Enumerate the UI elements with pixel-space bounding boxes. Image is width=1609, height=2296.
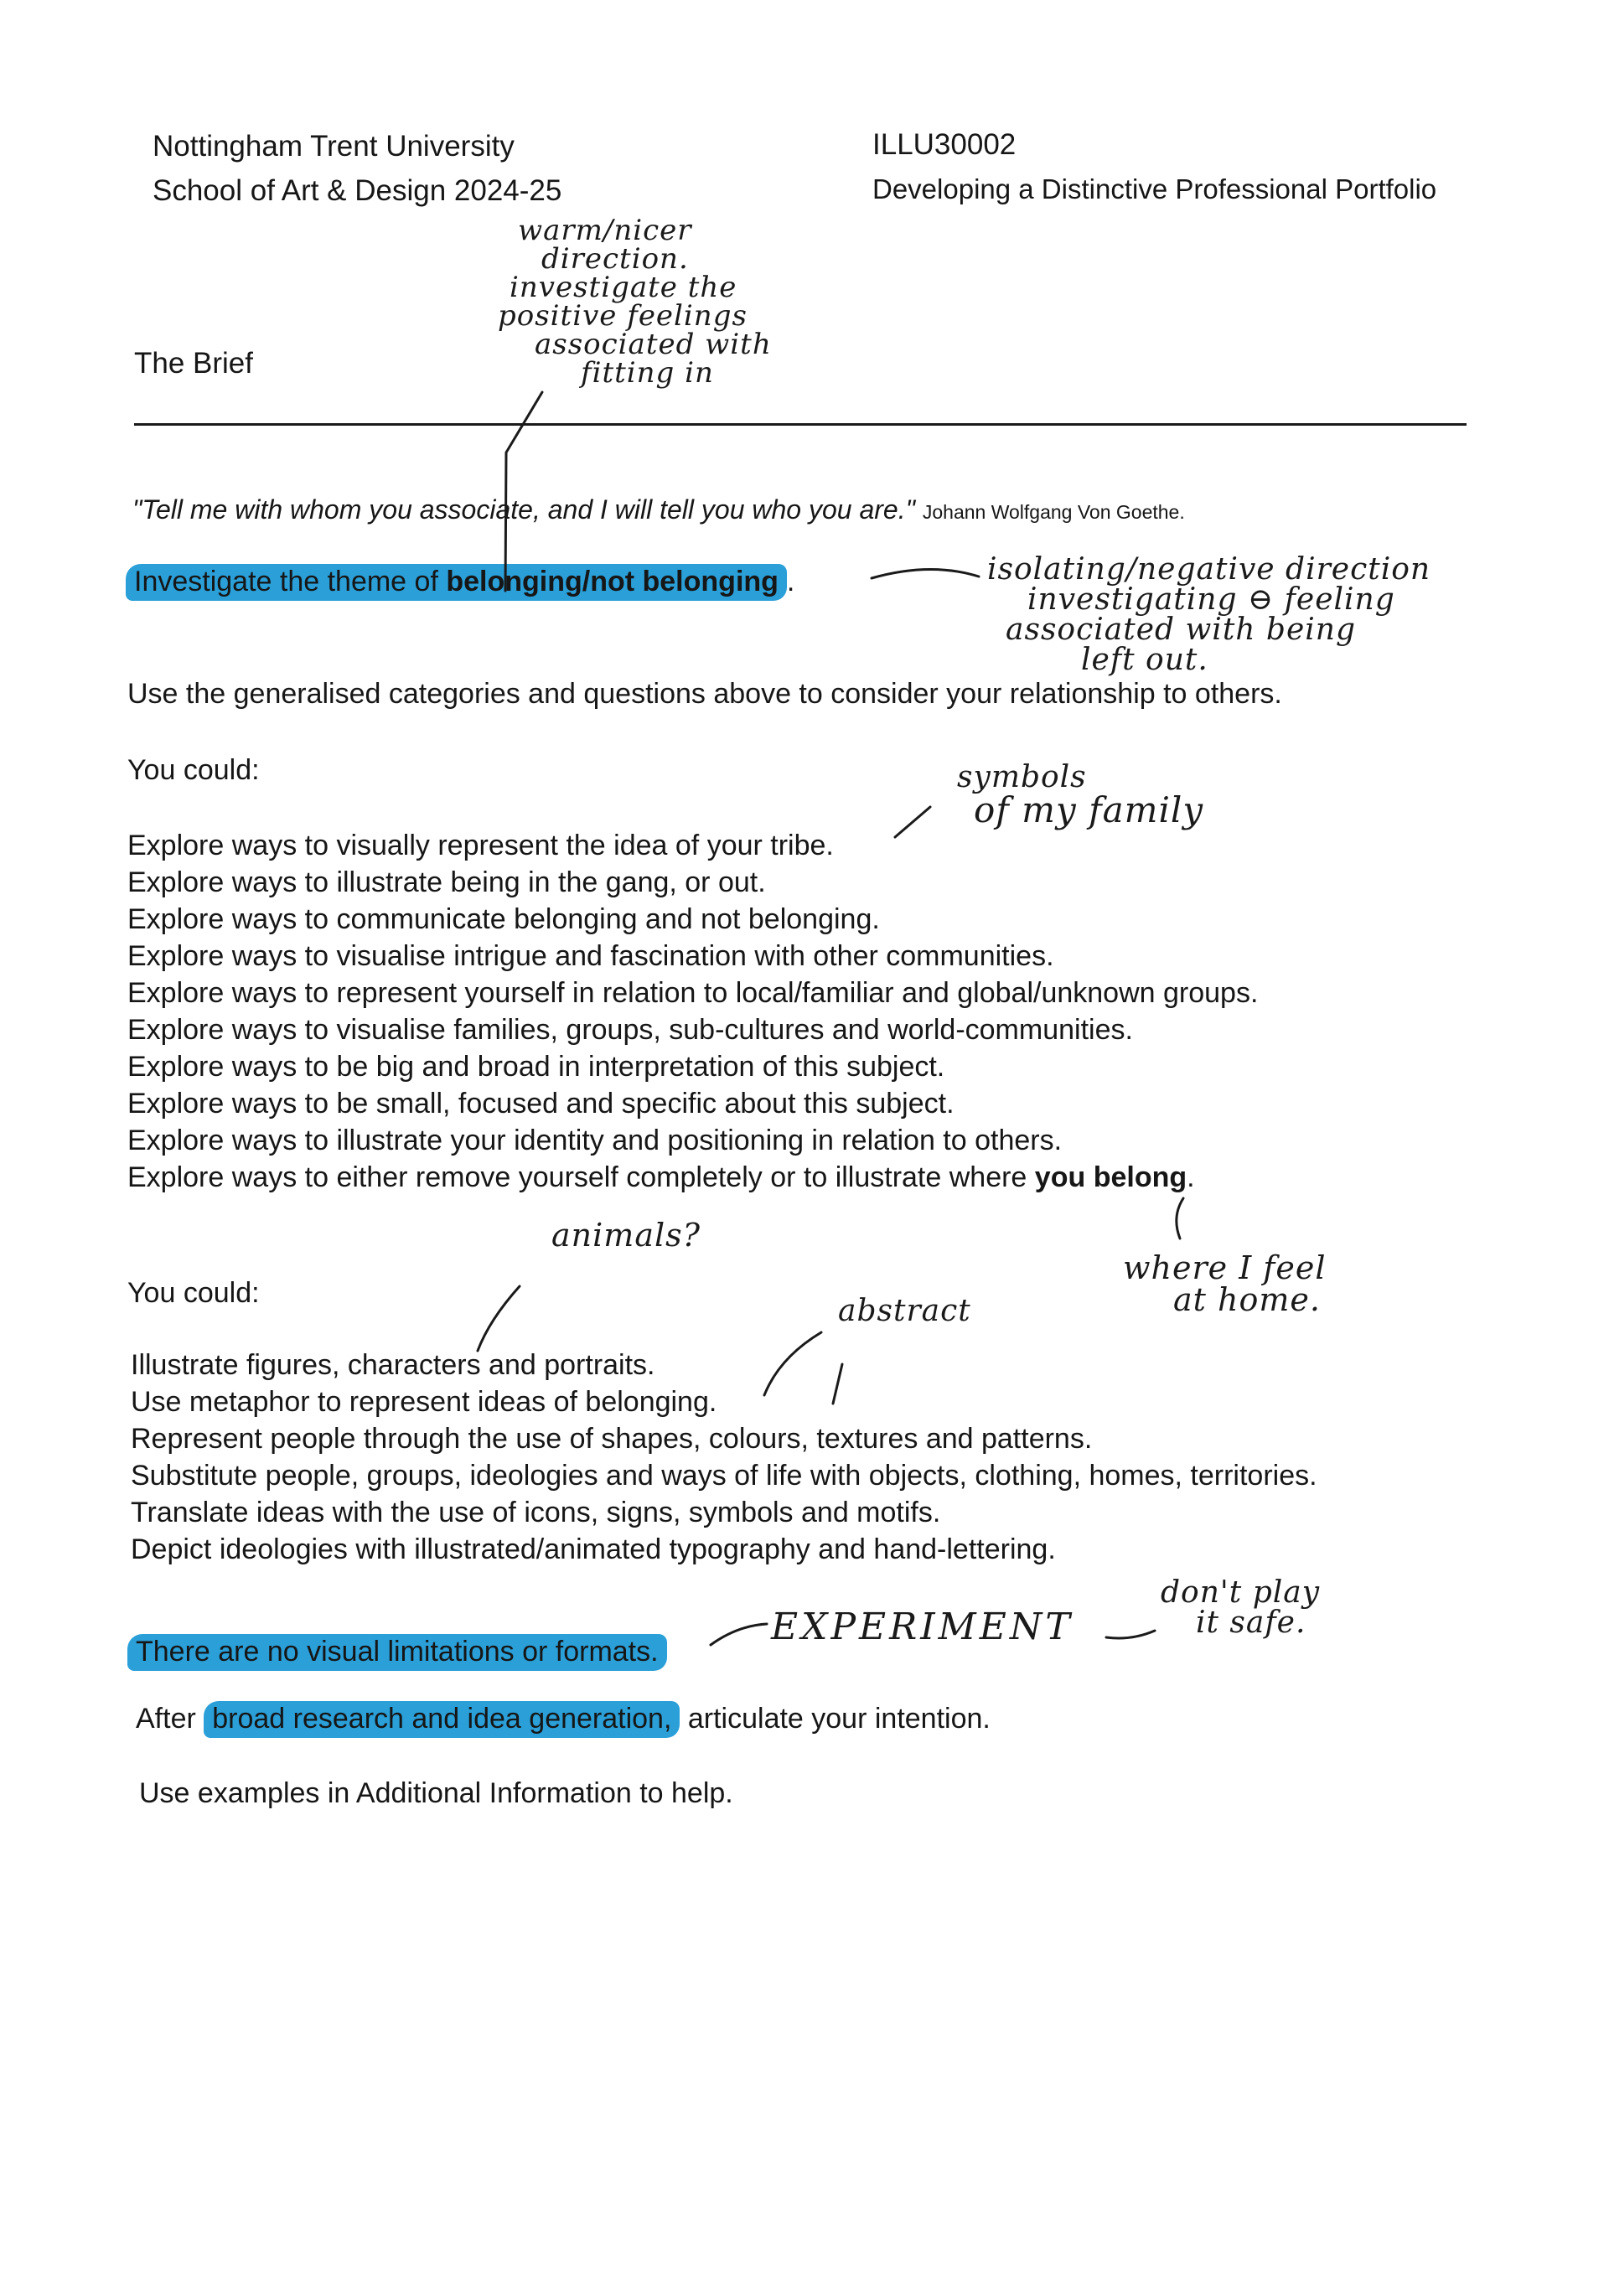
connector-line bbox=[764, 1332, 821, 1395]
annotation-line: associated with being bbox=[1006, 613, 1357, 647]
last-item-prefix: Explore ways to either remove yourself completely or to illustrate where bbox=[127, 1161, 1035, 1193]
theme-prefix: Investigate the theme of bbox=[134, 566, 447, 597]
list-item: Represent people through the use of shapes, colours, textures and patterns. bbox=[131, 1423, 1093, 1455]
examples-line: Use examples in Additional Information to help. bbox=[139, 1777, 733, 1809]
list-item: Explore ways to visualise families, groups, sub-cultures and world-communities. bbox=[127, 1014, 1133, 1046]
list-item: Depict ideologies with illustrated/animated typography and hand-lettering. bbox=[131, 1533, 1056, 1565]
annotation-line: symbols bbox=[957, 760, 1087, 794]
brief-heading: The Brief bbox=[134, 347, 253, 380]
annotation-line: investigate the bbox=[510, 271, 737, 304]
annotation-line: of my family bbox=[974, 789, 1204, 830]
annotation-line: isolating/negative direction bbox=[987, 552, 1431, 587]
connector-line bbox=[711, 1624, 767, 1645]
connector-line bbox=[505, 392, 542, 591]
last-item-suffix: . bbox=[1187, 1161, 1195, 1193]
list-item: Explore ways to illustrate being in the gang, or out. bbox=[127, 866, 766, 898]
quote-text: "Tell me with whom you associate, and I will tell you who you are." bbox=[132, 494, 915, 525]
quote-author: Johann Wolfgang Von Goethe. bbox=[922, 501, 1185, 523]
list-item: Substitute people, groups, ideologies and ways of life with objects, clothing, homes, territories. bbox=[131, 1460, 1317, 1492]
annotation-abstract: abstract bbox=[838, 1294, 971, 1328]
list-item: Explore ways to illustrate your identity and positioning in relation to others. bbox=[127, 1125, 1063, 1156]
annotation-line: it safe. bbox=[1196, 1606, 1306, 1640]
connector-line bbox=[478, 1286, 520, 1351]
list-item: Illustrate figures, characters and portraits. bbox=[131, 1349, 655, 1381]
intro-line: Use the generalised categories and questions above to consider your relationship to others. bbox=[127, 678, 1282, 710]
list-item: Explore ways to visualise intrigue and fascination with other communities. bbox=[127, 940, 1054, 972]
list-item: Explore ways to represent yourself in relation to local/familiar and global/unknown groups. bbox=[127, 977, 1259, 1009]
list-item: Translate ideas with the use of icons, signs, symbols and motifs. bbox=[131, 1497, 941, 1528]
research-highlight: broad research and idea generation, bbox=[204, 1701, 680, 1738]
list-item: Explore ways to be big and broad in interpretation of this subject. bbox=[127, 1051, 945, 1083]
list-item: Explore ways to communicate belonging and not belonging. bbox=[127, 903, 880, 935]
theme-bold: belonging/not belonging bbox=[446, 566, 779, 597]
annotation-animals: animals? bbox=[551, 1217, 701, 1254]
annotation-line: left out. bbox=[1081, 643, 1208, 677]
school-name: School of Art & Design 2024-25 bbox=[153, 174, 562, 207]
connector-line bbox=[833, 1364, 842, 1404]
annotation-line: investigating ⊖ feeling bbox=[1027, 582, 1395, 617]
annotation-line: positive feelings bbox=[498, 299, 748, 333]
annotation-line: where I feel bbox=[1123, 1249, 1327, 1286]
after-prefix: After bbox=[136, 1703, 204, 1735]
institution-name: Nottingham Trent University bbox=[153, 130, 515, 163]
section2-label: You could: bbox=[127, 1277, 260, 1309]
list-item: Explore ways to visually represent the idea of your tribe. bbox=[127, 830, 834, 861]
annotation-line: don't play bbox=[1161, 1575, 1321, 1610]
no-limitations-highlight: There are no visual limitations or formats. bbox=[127, 1634, 667, 1671]
annotation-line: associated with bbox=[535, 328, 772, 361]
connector-line bbox=[895, 807, 930, 837]
annotation-line: direction. bbox=[541, 242, 689, 276]
annotation-experiment: EXPERIMENT bbox=[771, 1606, 1074, 1648]
annotation-line: at home. bbox=[1173, 1281, 1321, 1318]
theme-suffix: . bbox=[786, 566, 795, 597]
module-title: Developing a Distinctive Professional Portfolio bbox=[872, 173, 1437, 204]
connector-line bbox=[1177, 1198, 1183, 1238]
after-suffix: articulate your intention. bbox=[680, 1703, 991, 1735]
connector-line bbox=[1106, 1631, 1155, 1638]
list-item: Use metaphor to represent ideas of belonging. bbox=[131, 1386, 717, 1418]
list-item: Explore ways to be small, focused and specific about this subject. bbox=[127, 1088, 955, 1120]
annotation-line: warm/nicer bbox=[518, 214, 692, 247]
section1-label: You could: bbox=[127, 754, 260, 786]
annotation-line: fitting in bbox=[581, 356, 714, 390]
connector-line bbox=[872, 569, 979, 578]
last-item-bold: you belong bbox=[1034, 1161, 1187, 1193]
module-code: ILLU30002 bbox=[872, 128, 1017, 161]
